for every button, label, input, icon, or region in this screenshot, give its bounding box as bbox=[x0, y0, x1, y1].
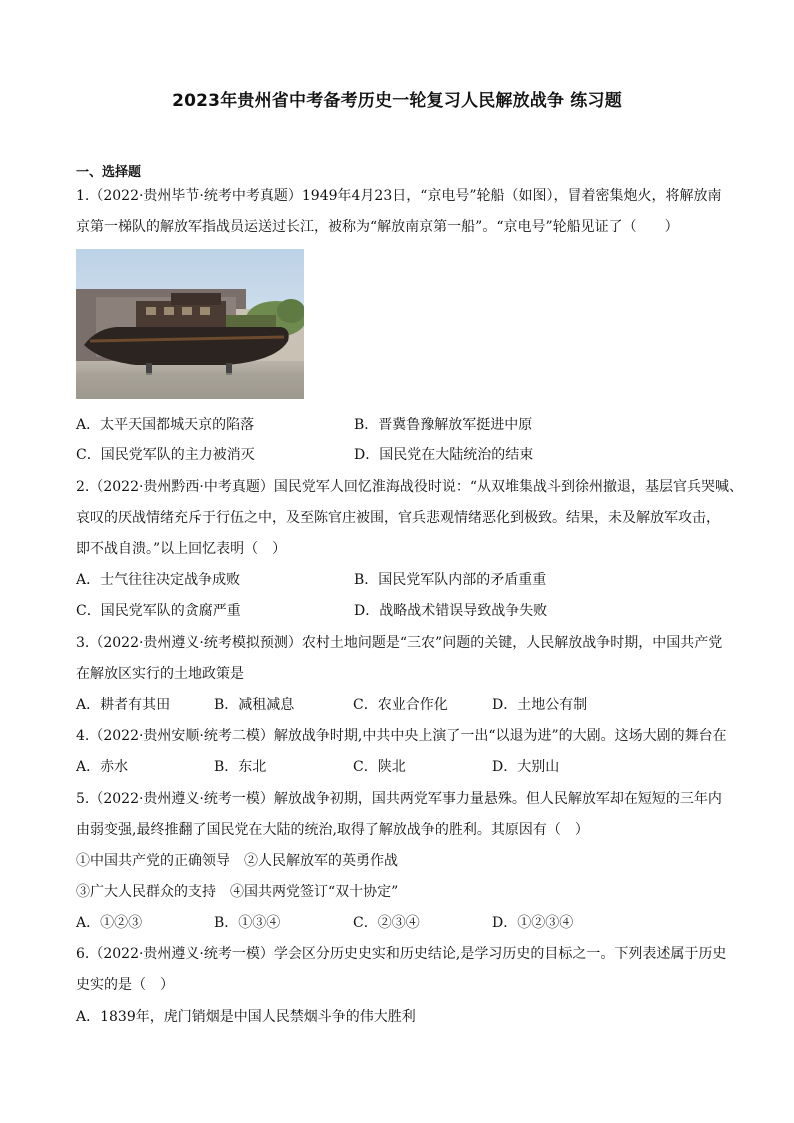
question-4-option-b: B．东北 bbox=[214, 759, 267, 775]
question-5-option-c: C．②③④ bbox=[353, 915, 420, 931]
question-3-option-d: D．土地公有制 bbox=[492, 697, 588, 713]
question-2-line-1: 2.（2022·贵州黔西·中考真题）国民党军人回忆淮海战役时说：“从双堆集战斗到徐州撤退，基层官兵哭喊、 bbox=[76, 479, 744, 495]
question-5-option-d: D．①②③④ bbox=[492, 915, 574, 931]
question-2-option-b: B．国民党军队内部的矛盾重重 bbox=[354, 572, 547, 588]
question-3-line-2: 在解放区实行的土地政策是 bbox=[76, 666, 244, 682]
question-1-option-a: A．太平天国都城天京的陷落 bbox=[76, 417, 255, 433]
question-1-option-c: C．国民党军队的主力被消灭 bbox=[76, 447, 255, 463]
section-heading: 一、选择题 bbox=[76, 165, 142, 180]
question-4-option-d: D．大别山 bbox=[492, 759, 560, 775]
question-6-option-a: A．1839年，虎门销烟是中国人民禁烟斗争的伟大胜利 bbox=[76, 1009, 416, 1025]
question-1-line-2: 京第一梯队的解放军指战员运送过长江，被称为“解放南京第一船”。“京电号”轮船见证了（ ） bbox=[76, 219, 679, 235]
question-5-option-b: B．①③④ bbox=[214, 915, 281, 931]
question-4-option-a: A．赤水 bbox=[76, 759, 129, 775]
question-2-option-a: A．士气往往决定战争成败 bbox=[76, 572, 241, 588]
question-2-line-2: 哀叹的厌战情绪充斥于行伍之中，及至陈官庄被围，官兵悲观情绪恶化到极致。结果，未及解放军攻击， bbox=[76, 510, 720, 526]
question-3-option-c: C．农业合作化 bbox=[353, 697, 448, 713]
question-3-option-b: B．减租减息 bbox=[214, 697, 295, 713]
question-3-line-1: 3.（2022·贵州遵义·统考模拟预测）农村土地问题是“三农”问题的关键，人民解放战争时期，中国共产党 bbox=[76, 635, 723, 651]
page-title: 2023年贵州省中考备考历史一轮复习人民解放战争 练习题 bbox=[172, 91, 622, 111]
question-2-line-3: 即不战自溃。”以上回忆表明（ ） bbox=[76, 541, 287, 557]
question-3-option-a: A．耕者有其田 bbox=[76, 697, 171, 713]
question-1-option-b: B．晋冀鲁豫解放军挺进中原 bbox=[354, 417, 533, 433]
question-4-option-c: C．陕北 bbox=[353, 759, 406, 775]
question-1-line-1: 1.（2022·贵州毕节·统考中考真题）1949年4月23日，“京电号”轮船（如图），冒着密集炮火，将解放南 bbox=[76, 188, 722, 204]
question-4-line-1: 4.（2022·贵州安顺·统考二模）解放战争时期,中共中央上演了一出“以退为进”的大剧。这场大剧的舞台在 bbox=[76, 728, 727, 744]
question-5-items-1: ①中国共产党的正确领导 ②人民解放军的英勇作战 bbox=[76, 853, 398, 869]
question-6-line-1: 6.（2022·贵州遵义·统考一模）学会区分历史史实和历史结论,是学习历史的目标之一。下列表述属于历史 bbox=[76, 946, 727, 962]
question-2-option-c: C．国民党军队的贪腐严重 bbox=[76, 603, 241, 619]
question-1-option-d: D．国民党在大陆统治的结束 bbox=[354, 447, 534, 463]
question-5-option-a: A．①②③ bbox=[76, 915, 143, 931]
question-5-line-2: 由弱变强,最终推翻了国民党在大陆的统治,取得了解放战争的胜利。其原因有（ ） bbox=[76, 822, 589, 838]
question-5-line-1: 5.（2022·贵州遵义·统考一模）解放战争初期，国共两党军事力量悬殊。但人民解放军却在短短的三年内 bbox=[76, 791, 722, 807]
boat-photo bbox=[76, 249, 304, 399]
question-5-items-2: ③广大人民群众的支持 ④国共两党签订“双十协定” bbox=[76, 884, 399, 900]
question-2-option-d: D．战略战术错误导致战争失败 bbox=[354, 603, 548, 619]
question-6-line-2: 史实的是（ ） bbox=[76, 977, 174, 993]
